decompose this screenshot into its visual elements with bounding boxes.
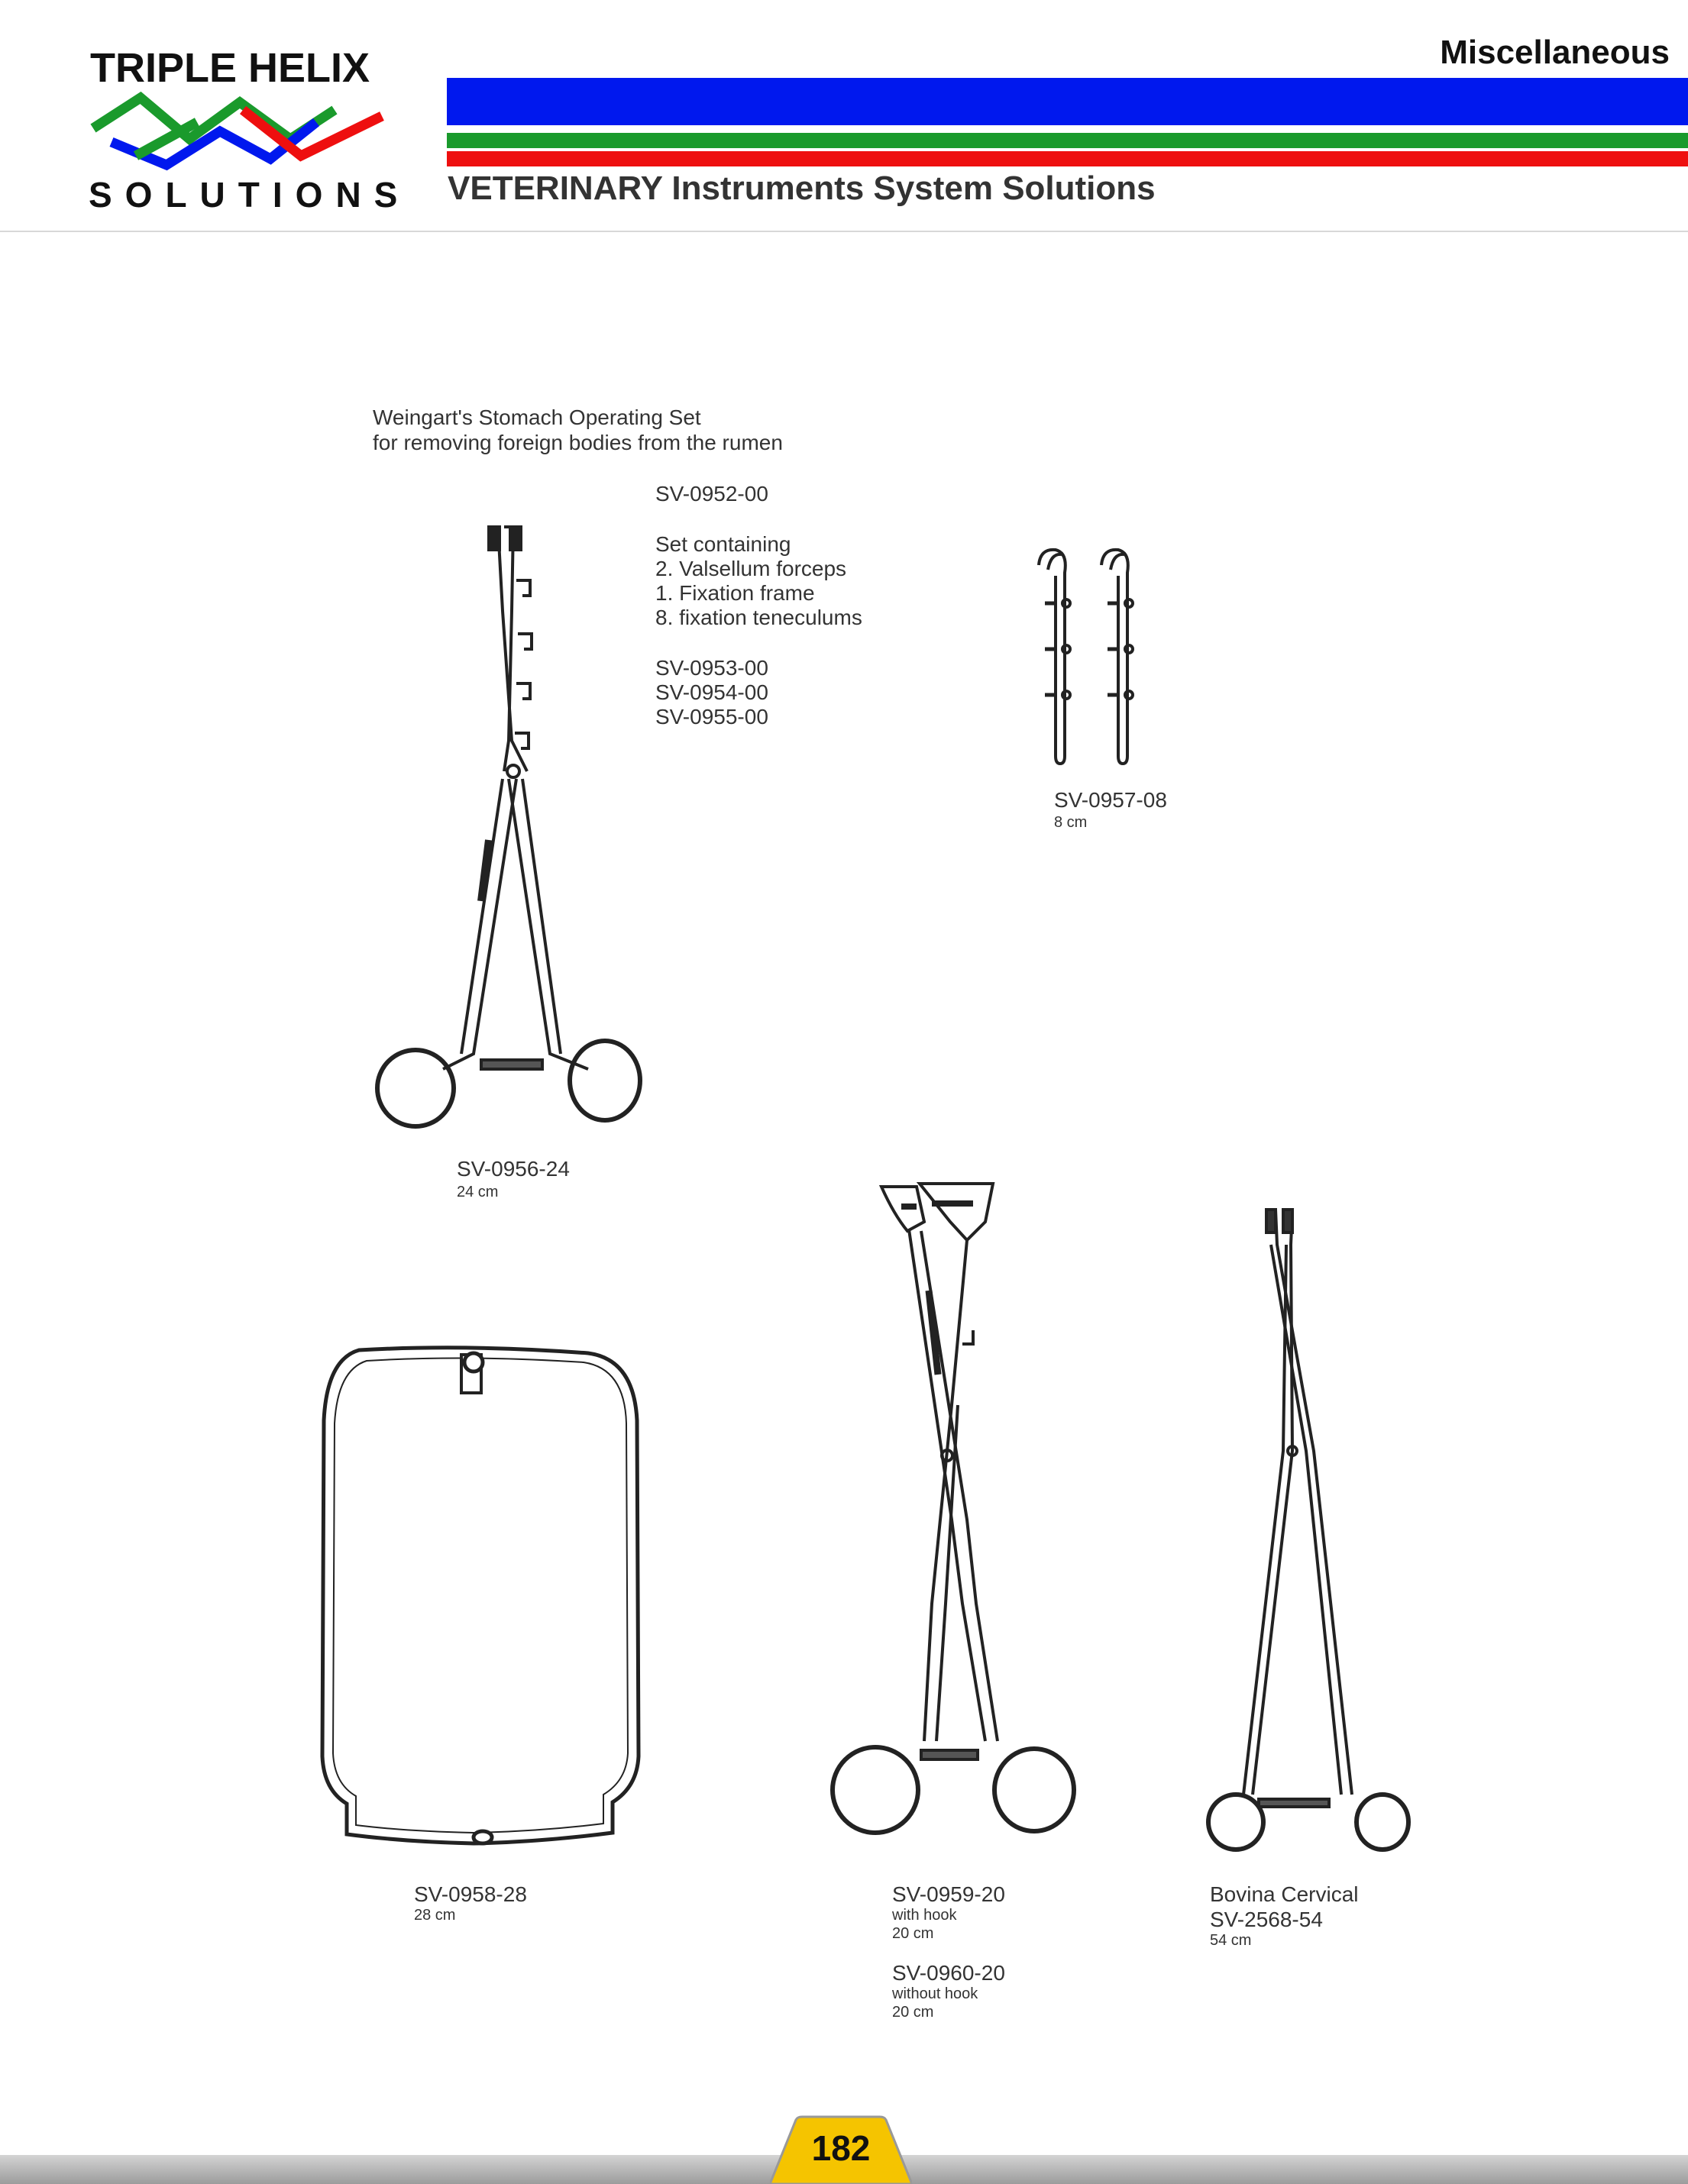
set-contents-heading: Set containing — [655, 532, 791, 556]
helix-logo-icon — [90, 92, 385, 173]
set-content-item: 1. Fixation frame — [655, 581, 815, 605]
set-subtitle: for removing foreign bodies from the rumen — [373, 431, 783, 454]
set-item-code: SV-0955-00 — [655, 705, 768, 729]
forceps-size: 24 cm — [457, 1184, 499, 1200]
set-title: Weingart's Stomach Operating Set — [373, 405, 701, 429]
brand-name-bottom: SOLUTIONS — [89, 175, 411, 215]
set-code: SV-0952-00 — [655, 482, 768, 506]
frame-code: SV-0958-28 — [414, 1882, 527, 1906]
bovina-size: 54 cm — [1210, 1932, 1252, 1949]
page-number: 182 — [811, 2128, 871, 2168]
header-bar-green — [447, 133, 1688, 148]
tenaculum-illustration — [1031, 542, 1169, 771]
without-hook-code: SV-0960-20 — [892, 1961, 1005, 1985]
section-title: Miscellaneous — [1440, 34, 1670, 71]
fixation-frame-illustration — [313, 1329, 649, 1863]
with-hook-note: with hook — [892, 1907, 957, 1924]
bovina-name: Bovina Cervical — [1210, 1882, 1359, 1906]
header-bar-blue — [447, 78, 1688, 125]
hook-forceps-illustration — [817, 1176, 1085, 1863]
page-subtitle: VETERINARY Instruments System Solutions — [448, 170, 1156, 207]
with-hook-code: SV-0959-20 — [892, 1882, 1005, 1906]
set-content-item: 8. fixation teneculums — [655, 606, 862, 629]
frame-size: 28 cm — [414, 1907, 456, 1924]
tenaculum-code: SV-0957-08 — [1054, 788, 1167, 812]
brand-name-top: TRIPLE HELIX — [90, 45, 370, 91]
without-hook-size: 20 cm — [892, 2004, 934, 2021]
header-bar-red — [447, 151, 1688, 166]
without-hook-note: without hook — [892, 1985, 978, 2002]
tenaculum-size: 8 cm — [1054, 814, 1088, 831]
bovina-code: SV-2568-54 — [1210, 1908, 1323, 1931]
forceps-code: SV-0956-24 — [457, 1157, 570, 1181]
valsellum-forceps-illustration — [367, 519, 657, 1138]
set-content-item: 2. Valsellum forceps — [655, 557, 847, 580]
with-hook-size: 20 cm — [892, 1925, 934, 1942]
bovina-cervical-forceps-illustration — [1207, 1199, 1413, 1863]
set-item-code: SV-0954-00 — [655, 680, 768, 704]
set-item-code: SV-0953-00 — [655, 656, 768, 680]
header-divider — [0, 231, 1688, 232]
